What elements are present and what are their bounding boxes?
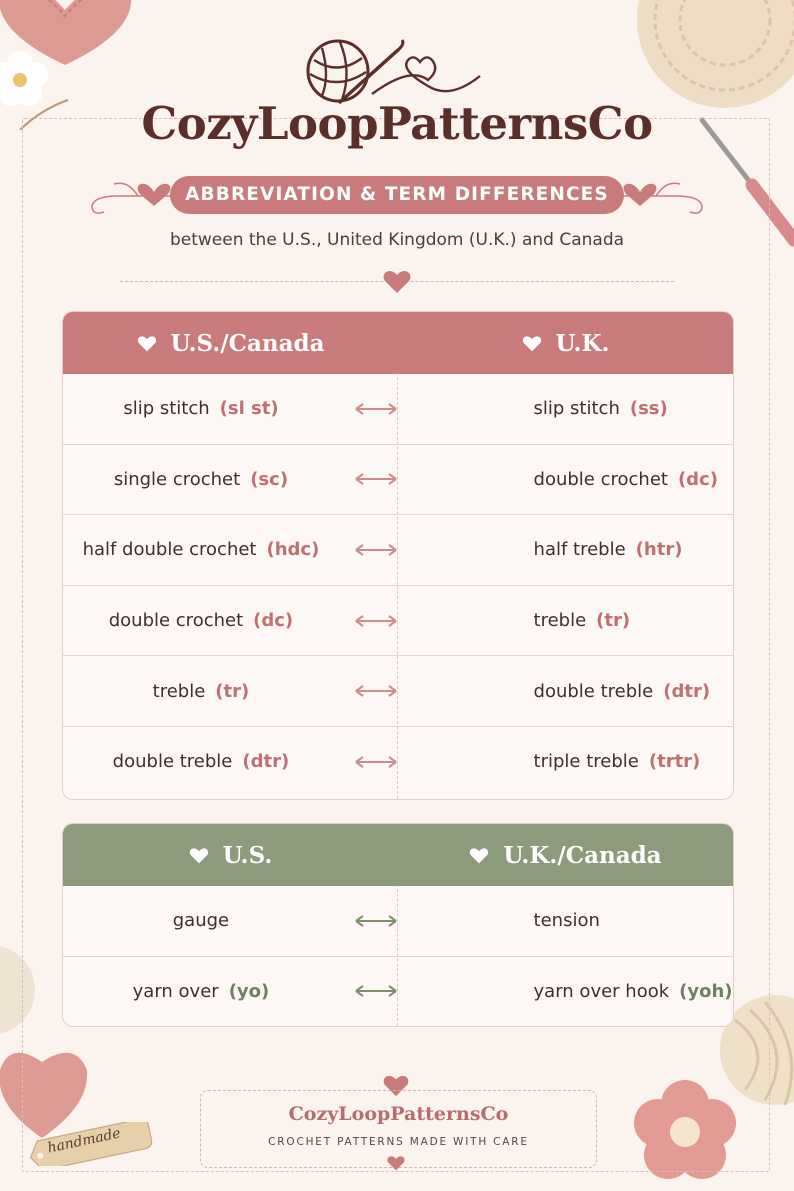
- uk-term-cell: [413, 957, 733, 1027]
- double-arrow-icon: [339, 727, 413, 797]
- subtitle: between the U.S., United Kingdom (U.K.) and Canada: [169, 230, 625, 250]
- double-arrow-icon: [339, 886, 413, 956]
- abbreviation: (yo): [228, 980, 270, 1002]
- us-term-cell: [63, 957, 339, 1027]
- left-flourish-icon: [88, 172, 174, 220]
- uk-term-cell: [413, 445, 733, 515]
- column-header: [63, 824, 398, 886]
- column-header-label: U.S.: [222, 841, 273, 869]
- us-term-cell: [63, 886, 339, 956]
- table-row: [63, 585, 733, 656]
- footer-brand: CozyLoopPatternsCo: [288, 1103, 509, 1125]
- term: double treble: [112, 751, 233, 773]
- column-header: [398, 824, 733, 886]
- column-header: [63, 312, 398, 374]
- banner-label: ABBREVIATION & TERM DIFFERENCES: [170, 176, 624, 214]
- heart-icon: [522, 335, 542, 352]
- uk-term-cell: [413, 586, 733, 656]
- abbreviation: (sl st): [219, 398, 279, 420]
- footer-tagline: CROCHET PATTERNS MADE WITH CARE: [268, 1136, 529, 1148]
- table-header: [63, 824, 733, 886]
- title-banner: [88, 168, 706, 224]
- uk-term-cell: [413, 886, 733, 956]
- abbreviation: (sc): [250, 468, 289, 490]
- us-term-cell: [63, 515, 339, 585]
- abbreviation: (dtr): [242, 751, 290, 773]
- abbreviation: (dc): [677, 468, 718, 490]
- double-arrow-icon: [339, 515, 413, 585]
- column-header: [398, 312, 733, 374]
- column-header-label: U.K.: [555, 329, 610, 357]
- term: treble: [152, 680, 206, 702]
- us-term-cell: [63, 445, 339, 515]
- double-arrow-icon: [339, 374, 413, 444]
- column-header-label: U.K./Canada: [503, 841, 662, 869]
- double-arrow-icon: [339, 656, 413, 726]
- uk-term-cell: [413, 727, 733, 797]
- us-term-cell: [63, 656, 339, 726]
- us-term-cell: [63, 374, 339, 444]
- abbreviation: (ss): [629, 398, 668, 420]
- double-arrow-icon: [339, 586, 413, 656]
- table-row: [63, 655, 733, 726]
- uk-term-cell: [413, 374, 733, 444]
- terms-table-us-uk: [62, 311, 734, 800]
- abbreviation: (tr): [596, 610, 631, 632]
- double-arrow-icon: [339, 445, 413, 515]
- uk-term-cell: [413, 515, 733, 585]
- abbreviation: (hdc): [266, 539, 320, 561]
- term: half treble: [533, 539, 626, 561]
- table-row: [63, 726, 733, 797]
- heart-icon: [469, 847, 489, 864]
- handmade-tag: [25, 1122, 155, 1166]
- term: yarn over hook: [533, 980, 670, 1002]
- term: double crochet: [108, 610, 244, 632]
- table-row: [63, 374, 733, 444]
- abbreviation: (tr): [215, 680, 250, 702]
- term: double crochet: [533, 468, 668, 490]
- term: gauge: [172, 910, 230, 932]
- terms-table-us-ukcanada: [62, 823, 734, 1027]
- heart-icon: [137, 335, 157, 352]
- tag-label-text: handmade: [46, 1125, 123, 1157]
- abbreviation: (htr): [635, 539, 683, 561]
- term: slip stitch: [533, 398, 620, 420]
- brand-title: CozyLoopPatternsCo: [141, 97, 653, 150]
- abbreviation: (dc): [253, 610, 294, 632]
- uk-term-cell: [413, 656, 733, 726]
- right-flourish-icon: [620, 172, 706, 220]
- term: yarn over: [132, 980, 219, 1002]
- yarn-ball-icon: [300, 36, 490, 106]
- table-row: [63, 956, 733, 1027]
- term: double treble: [533, 680, 654, 702]
- term: treble: [533, 610, 587, 632]
- abbreviation: (dtr): [663, 680, 711, 702]
- us-term-cell: [63, 727, 339, 797]
- us-term-cell: [63, 586, 339, 656]
- heart-icon: [387, 1155, 405, 1171]
- heart-icon: [383, 269, 411, 294]
- column-header-label: U.S./Canada: [170, 329, 325, 357]
- table-header: [63, 312, 733, 374]
- table-row: [63, 444, 733, 515]
- abbreviation: (yoh): [679, 980, 733, 1002]
- abbreviation: (trtr): [648, 751, 701, 773]
- double-arrow-icon: [339, 957, 413, 1027]
- term: triple treble: [533, 751, 639, 773]
- table-row: [63, 514, 733, 585]
- term: slip stitch: [123, 398, 210, 420]
- term: single crochet: [113, 468, 241, 490]
- heart-icon: [189, 847, 209, 864]
- term: tension: [533, 910, 600, 932]
- table-row: [63, 886, 733, 956]
- term: half double crochet: [82, 539, 257, 561]
- crochet-coaster-decoration: [615, 0, 794, 110]
